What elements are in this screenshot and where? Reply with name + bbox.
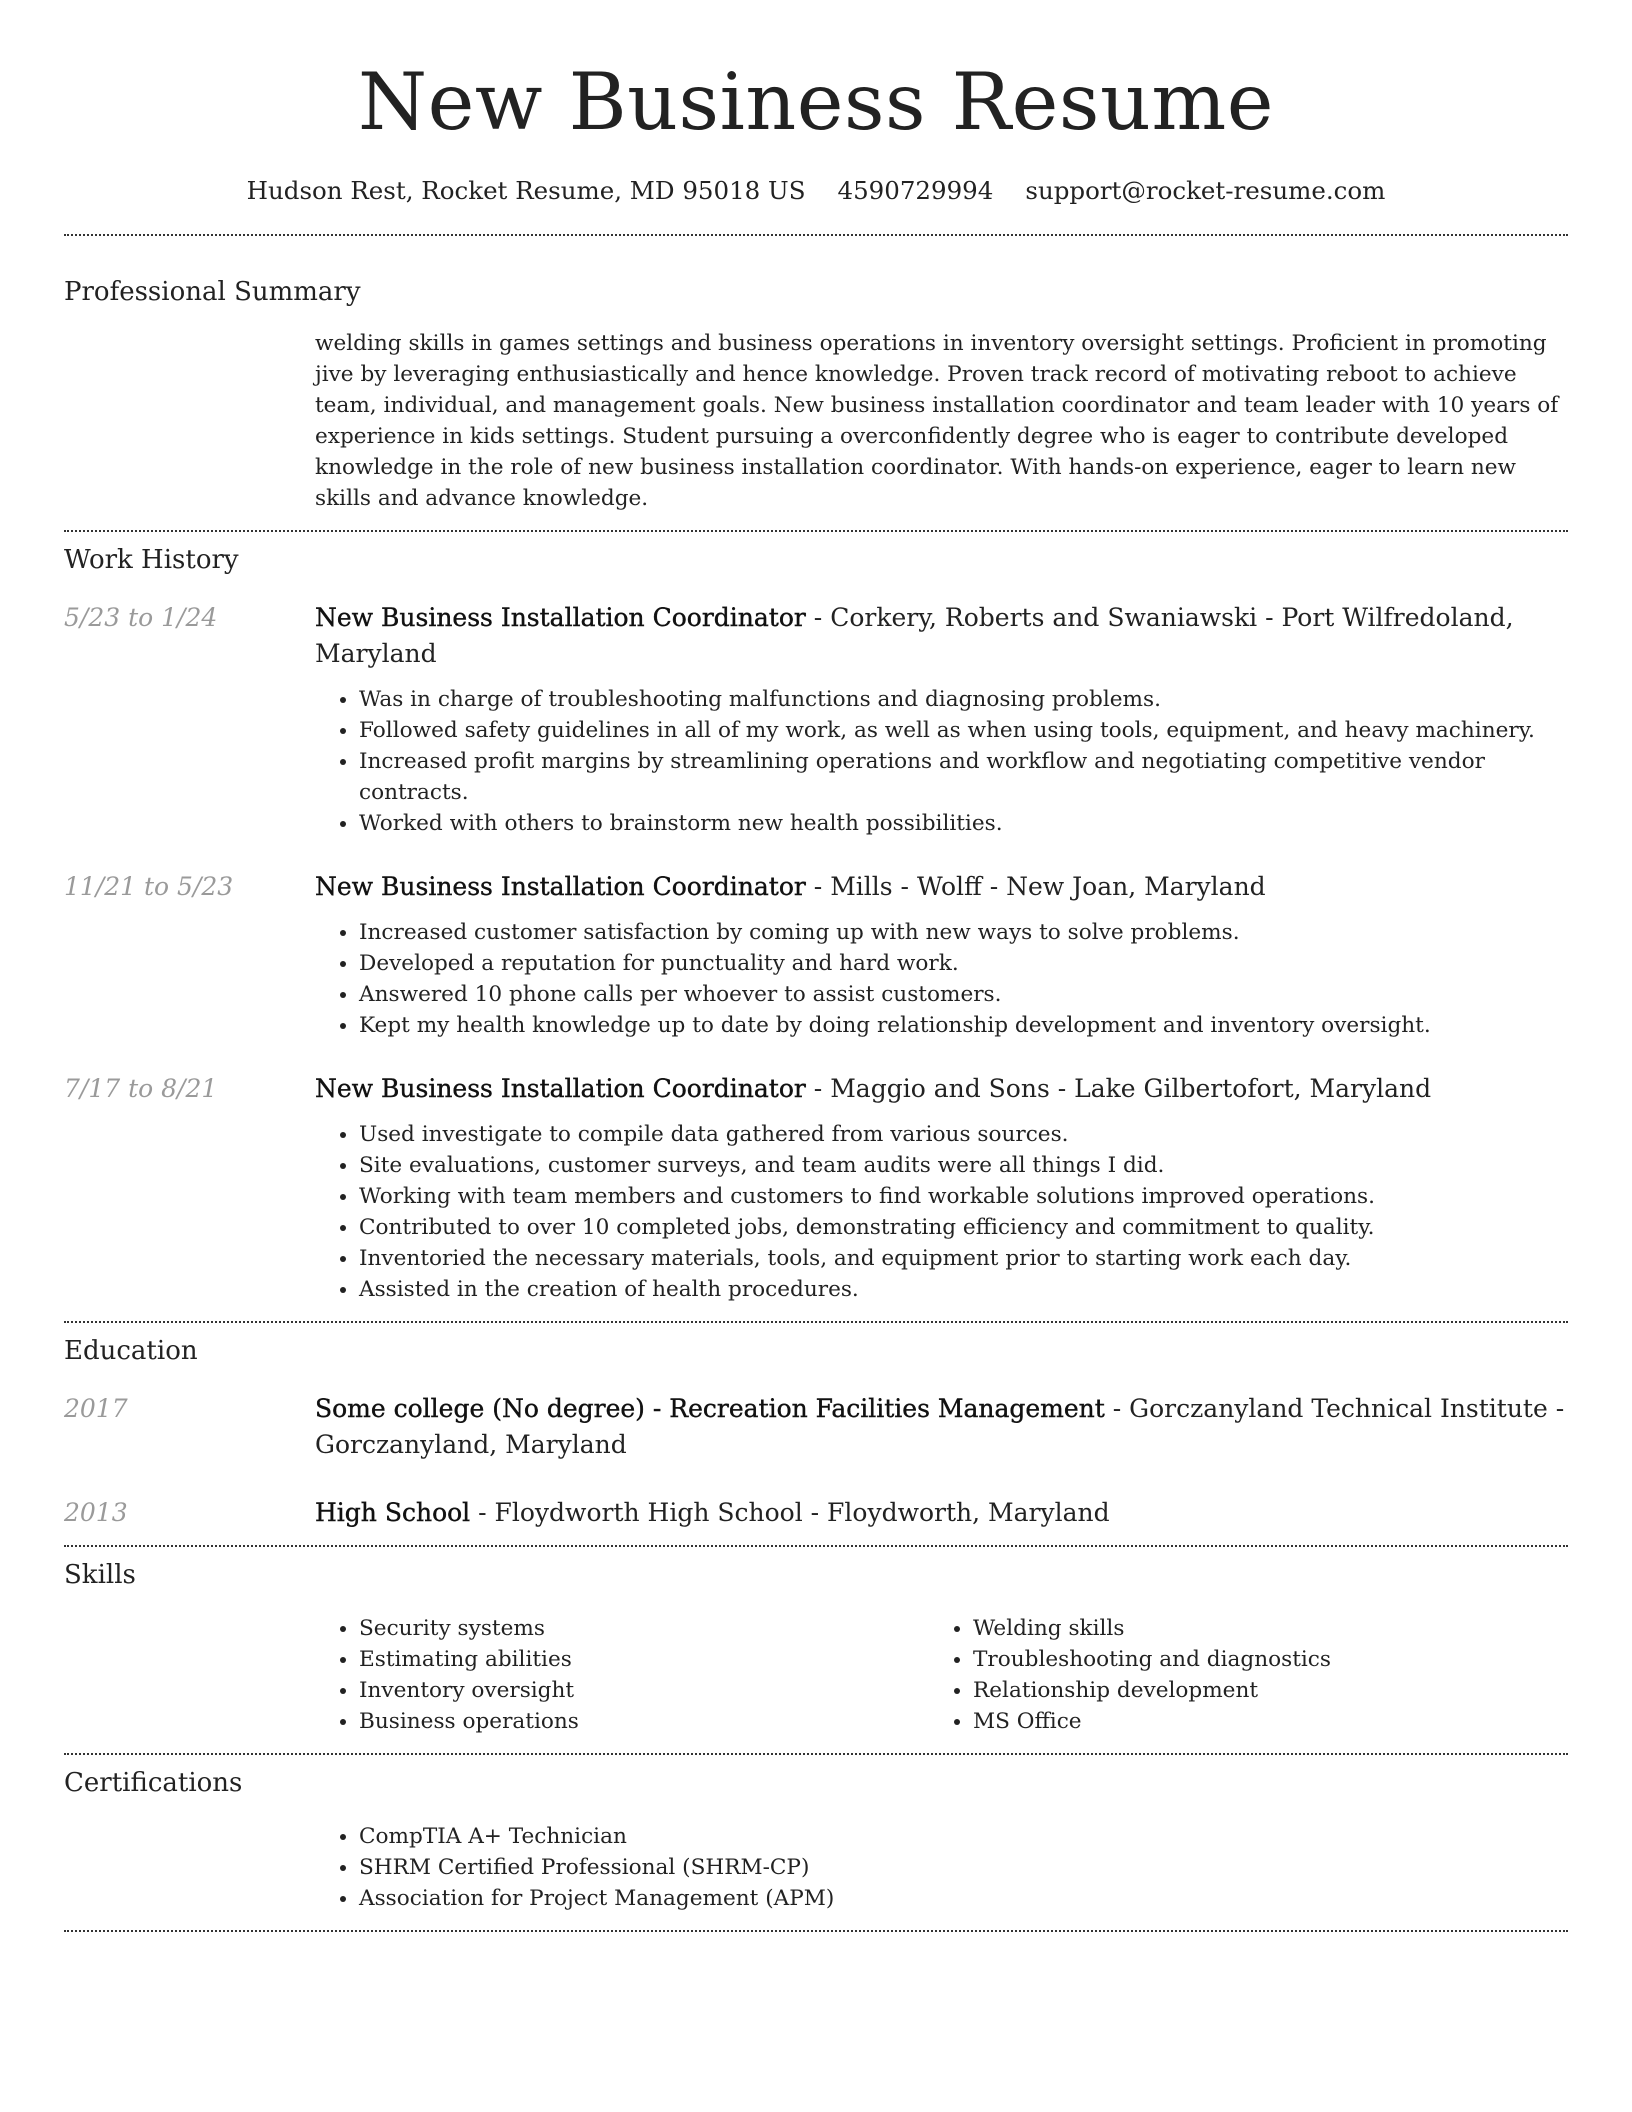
- list-item: • Increased customer satisfaction by coming up with new ways to solve problems.: [359, 917, 1568, 948]
- skill-item: • Business operations: [359, 1706, 929, 1737]
- education-section: [64, 1333, 1568, 1531]
- contact-phone: 4590729994: [837, 176, 994, 205]
- list-item: • Used investigate to compile data gathered from various sources.: [359, 1119, 1568, 1150]
- education-heading: Education: [64, 1336, 198, 1366]
- job-bullets: [315, 684, 1568, 839]
- job-dates: 5/23 to 1/24: [64, 603, 218, 632]
- education-heading-line: [315, 1391, 1568, 1463]
- skills-column-right: [929, 1613, 1543, 1737]
- education-entry: [64, 1495, 1568, 1531]
- skill-item: • MS Office: [973, 1706, 1543, 1737]
- certification-item: • CompTIA A+ Technician: [359, 1821, 1568, 1852]
- work-history-heading: Work History: [64, 545, 239, 575]
- contact-address: Hudson Rest, Rocket Resume, MD 95018 US: [246, 176, 806, 205]
- certifications-heading: Certifications: [64, 1768, 243, 1798]
- summary-heading: Professional Summary: [64, 277, 361, 307]
- skills-section: [64, 1557, 1568, 1737]
- summary-section: [64, 274, 1568, 514]
- contact-line: [64, 174, 1568, 208]
- education-entry: [64, 1391, 1568, 1463]
- skill-item: • Security systems: [359, 1613, 929, 1644]
- skill-item: • Inventory oversight: [359, 1675, 929, 1706]
- job-entry: [64, 600, 1568, 839]
- list-item: • Assisted in the creation of health procedures.: [359, 1274, 1568, 1305]
- job-role: New Business Installation Coordinator: [315, 872, 806, 901]
- job-role: New Business Installation Coordinator: [315, 603, 806, 632]
- divider: [64, 1753, 1568, 1755]
- list-item: • Was in charge of troubleshooting malfunctions and diagnosing problems.: [359, 684, 1568, 715]
- job-employer: - Maggio and Sons - Lake Gilbertofort, Maryland: [805, 1074, 1432, 1103]
- certifications-list: [315, 1821, 1568, 1914]
- job-employer: - Corkery, Roberts and Swaniawski - Port Wilfredoland, Maryland: [315, 603, 1514, 668]
- education-year: 2013: [64, 1498, 128, 1527]
- education-degree: High School: [315, 1498, 471, 1527]
- divider: [64, 1321, 1568, 1323]
- education-school: - Gorczanyland Technical Institute - Gorczanyland, Maryland: [315, 1394, 1565, 1459]
- list-item: • Contributed to over 10 completed jobs, demonstrating efficiency and commitment to quality.: [359, 1212, 1568, 1243]
- contact-email: support@rocket-resume.com: [1025, 176, 1386, 205]
- skill-item: • Relationship development: [973, 1675, 1543, 1706]
- job-dates: 11/21 to 5/23: [64, 872, 234, 901]
- skills-column-left: [315, 1613, 929, 1737]
- job-entry: [64, 1071, 1568, 1305]
- job-heading: [315, 1071, 1568, 1107]
- resume-title: New Business Resume: [358, 56, 1274, 148]
- job-employer: - Mills - Wolff - New Joan, Maryland: [805, 872, 1266, 901]
- education-heading-line: [315, 1495, 1568, 1531]
- job-heading: [315, 600, 1568, 672]
- list-item: • Inventoried the necessary materials, tools, and equipment prior to starting work each day.: [359, 1243, 1568, 1274]
- divider: [64, 234, 1568, 236]
- certifications-section: [64, 1765, 1568, 1914]
- education-degree: Some college (No degree) - Recreation Facilities Management: [315, 1394, 1105, 1423]
- resume-page: [64, 0, 1568, 1932]
- skill-item: • Welding skills: [973, 1613, 1543, 1644]
- list-item: • Increased profit margins by streamlining operations and workflow and negotiating competitive vendor contracts.: [359, 746, 1568, 808]
- job-bullets: [315, 1119, 1568, 1305]
- list-item: • Developed a reputation for punctuality and hard work.: [359, 948, 1568, 979]
- job-dates: 7/17 to 8/21: [64, 1074, 218, 1103]
- job-bullets: [315, 917, 1568, 1041]
- work-history-section: [64, 542, 1568, 1305]
- certification-item: • Association for Project Management (APM): [359, 1883, 1568, 1914]
- job-heading: [315, 869, 1568, 905]
- job-role: New Business Installation Coordinator: [315, 1074, 806, 1103]
- divider: [64, 1545, 1568, 1547]
- education-year: 2017: [64, 1394, 128, 1423]
- list-item: • Kept my health knowledge up to date by doing relationship development and inventory oversight.: [359, 1010, 1568, 1041]
- list-item: • Working with team members and customers to find workable solutions improved operations.: [359, 1181, 1568, 1212]
- education-school: - Floydworth High School - Floydworth, Maryland: [470, 1498, 1110, 1527]
- job-entry: [64, 869, 1568, 1041]
- list-item: • Worked with others to brainstorm new health possibilities.: [359, 808, 1568, 839]
- skill-item: • Troubleshooting and diagnostics: [973, 1644, 1543, 1675]
- skill-item: • Estimating abilities: [359, 1644, 929, 1675]
- list-item: • Answered 10 phone calls per whoever to assist customers.: [359, 979, 1568, 1010]
- list-item: • Followed safety guidelines in all of my work, as well as when using tools, equipment, and heavy machinery.: [359, 715, 1568, 746]
- summary-text: welding skills in games settings and business operations in inventory oversight settings. Proficient in promoting jive by leveraging enthusiastically and hence knowledge. Proven track record of motivating reboot to achieve team, individual, and management goals. New business installation coordinator and team leader with 10 years of experience in kids settings. Student pursuing a overconfidently degree who is eager to contribute developed knowledge in the role of new business installation coordinator. With hands-on experience, eager to learn new skills and advance knowledge.: [315, 331, 1559, 511]
- divider: [64, 1930, 1568, 1932]
- list-item: • Site evaluations, customer surveys, and team audits were all things I did.: [359, 1150, 1568, 1181]
- certification-item: • SHRM Certified Professional (SHRM-CP): [359, 1852, 1568, 1883]
- skills-heading: Skills: [64, 1560, 136, 1590]
- divider: [64, 530, 1568, 532]
